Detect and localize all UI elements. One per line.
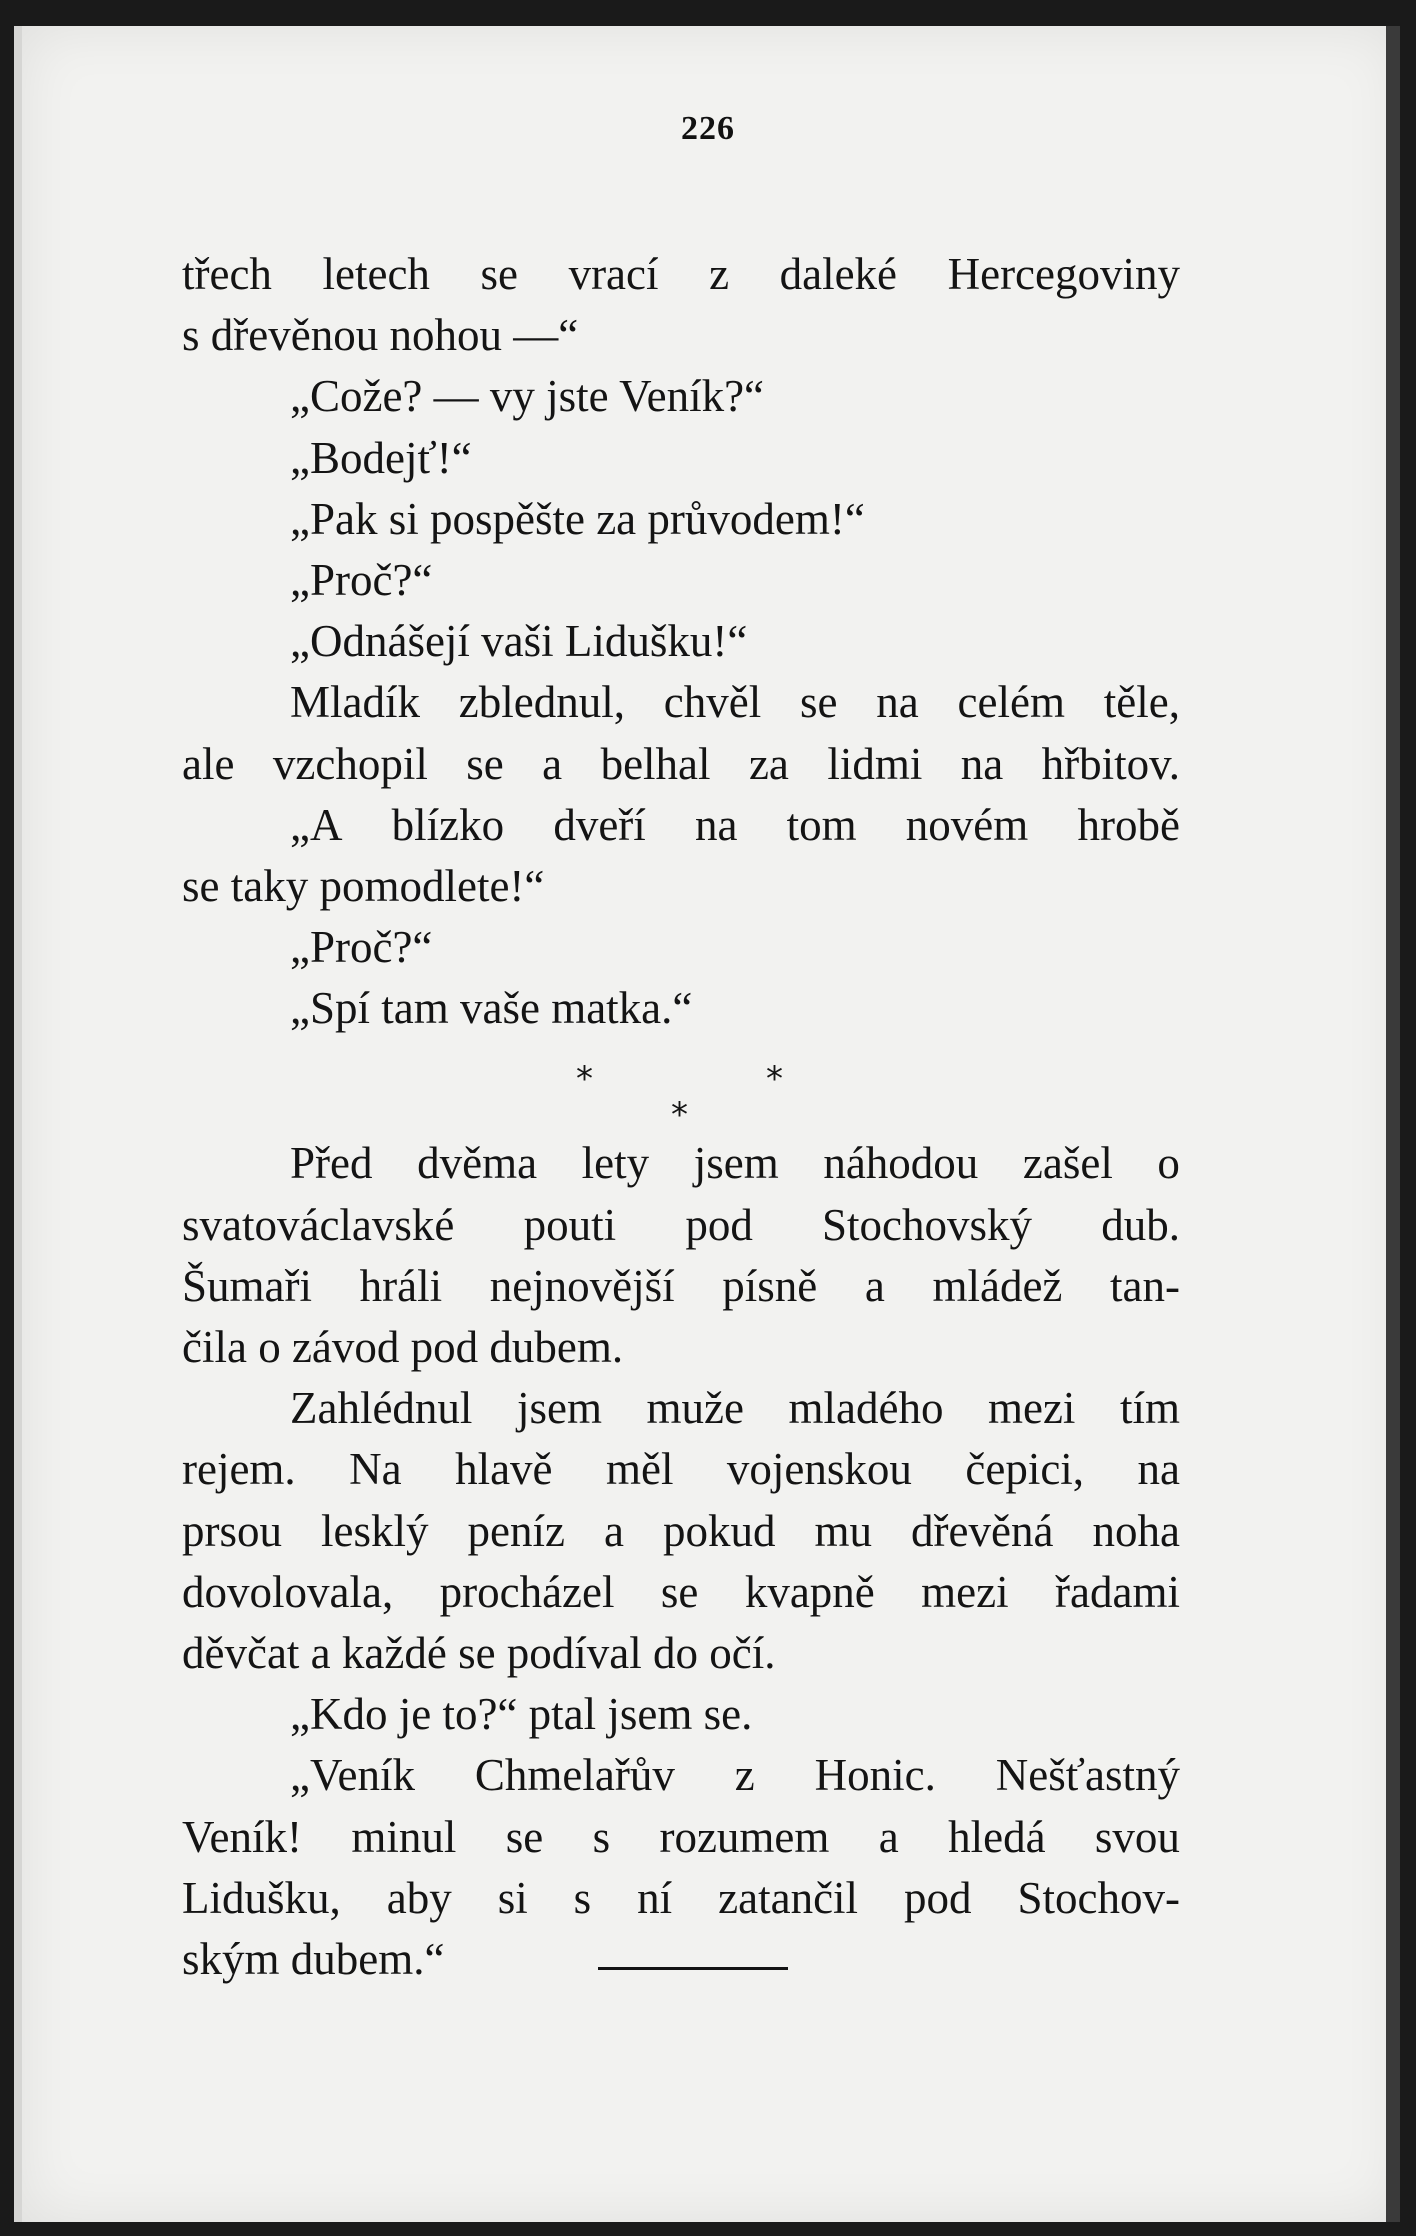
word: rozumem (659, 1811, 830, 1862)
word: Lidušku, (182, 1872, 341, 1923)
word: svatováclavské (182, 1199, 455, 1250)
word: hráli (359, 1260, 443, 1311)
word: hledá (948, 1811, 1046, 1862)
word: a (542, 738, 563, 789)
asterism-star: * (766, 1059, 783, 1100)
word: lesklý (321, 1505, 429, 1556)
word: procházel (439, 1566, 615, 1617)
word: Před (290, 1138, 373, 1189)
word: na (960, 738, 1004, 789)
asterism-star: * (576, 1059, 593, 1100)
word: letech (322, 249, 430, 299)
word: zatančil (718, 1872, 859, 1923)
word: Zahlédnul (290, 1383, 473, 1434)
word: tom (786, 799, 857, 850)
word: vojenskou (726, 1444, 912, 1495)
text-line (182, 795, 1180, 856)
word: z (709, 249, 730, 299)
word: nejnovější (489, 1260, 675, 1311)
word: náhodou (823, 1138, 979, 1189)
word: belhal (600, 738, 711, 789)
word: noha (1092, 1505, 1180, 1556)
word: s (573, 1872, 592, 1923)
word: se (466, 738, 504, 789)
word: s (592, 1811, 611, 1862)
word: a (604, 1505, 624, 1556)
word: daleké (779, 249, 898, 299)
end-rule (598, 1967, 788, 1970)
word: měl (605, 1444, 674, 1495)
text-line: děvčat a každé se podíval do očí. (182, 1627, 776, 1678)
word: na (1137, 1444, 1180, 1495)
text-line: se taky pomodlete!“ (182, 860, 545, 911)
word: blízko (391, 799, 505, 850)
word: lidmi (827, 738, 923, 789)
word: Stochovský (822, 1199, 1033, 1250)
word: pod (904, 1872, 972, 1923)
asterism-star: * (671, 1095, 688, 1136)
word: „Veník (290, 1750, 415, 1801)
word: mu (814, 1505, 873, 1556)
word: hřbitov. (1041, 738, 1180, 789)
text-line: „Bodejť!“ (290, 432, 472, 483)
word: tan- (1110, 1260, 1180, 1311)
text-line (182, 1868, 1180, 1929)
text-line (182, 1807, 1180, 1868)
body-text (182, 244, 1180, 1990)
word: tím (1119, 1383, 1180, 1434)
word: čepici, (965, 1444, 1085, 1495)
text-line (182, 1256, 1180, 1317)
word: dovolovala, (182, 1566, 394, 1617)
word: ní (637, 1872, 673, 1923)
text-line (182, 1745, 1180, 1806)
word: z (734, 1750, 755, 1801)
word: kvapně (744, 1566, 875, 1617)
word: minul (351, 1811, 457, 1862)
word: „A (290, 799, 343, 850)
word: mezi (921, 1566, 1009, 1617)
word: mladého (788, 1383, 944, 1434)
text-line (182, 1439, 1180, 1500)
word: Šumaři (182, 1260, 312, 1311)
text-line: ským dubem.“ (182, 1933, 445, 1984)
word: hrobě (1077, 799, 1180, 850)
word: jsem (516, 1383, 602, 1434)
word: Stochov- (1017, 1872, 1180, 1923)
word: celém (957, 677, 1065, 728)
word: Honic. (814, 1750, 936, 1801)
word: dveří (553, 799, 646, 850)
text-line: s dřevěnou nohou —“ (182, 310, 579, 361)
word: pokud (663, 1505, 776, 1556)
word: ale (182, 738, 235, 789)
word: se (480, 249, 518, 299)
word: a (878, 1811, 899, 1862)
text-line: „Spí tam vaše matka.“ (290, 983, 693, 1034)
word: na (876, 677, 919, 728)
word: dub. (1101, 1199, 1180, 1250)
text-line (182, 672, 1180, 733)
word: hlavě (455, 1444, 553, 1495)
word: zblednul, (458, 677, 625, 728)
word: svou (1094, 1811, 1180, 1862)
word: prsou (182, 1505, 282, 1556)
word: se (660, 1566, 699, 1617)
word: aby (386, 1872, 452, 1923)
text-line (182, 244, 1180, 305)
text-line: „Proč?“ (290, 554, 433, 605)
word: se (800, 677, 838, 728)
word: Mladík (290, 677, 420, 728)
word: na (694, 799, 738, 850)
text-line: čila o závod pod dubem. (182, 1322, 624, 1372)
page-edge (1386, 26, 1400, 2222)
text-line: „Odnášejí vaši Lidušku!“ (290, 616, 748, 667)
word: zašel (1022, 1138, 1113, 1189)
word: peníz (467, 1505, 565, 1556)
text-line: „Kdo je to?“ ptal jsem se. (290, 1689, 753, 1740)
word: lety (581, 1138, 650, 1189)
word: pouti (523, 1199, 617, 1250)
page-number: 226 (681, 110, 735, 147)
word: chvěl (663, 677, 762, 728)
word: a (864, 1260, 885, 1311)
word: Chmelařův (474, 1750, 675, 1801)
word: vzchopil (272, 738, 428, 789)
word: těle, (1103, 677, 1180, 728)
word: mládež (932, 1260, 1063, 1311)
word: řadami (1055, 1566, 1180, 1617)
word: třech (182, 249, 272, 299)
text-line: „Pak si pospěšte za průvodem!“ (290, 493, 865, 544)
word: písně (722, 1260, 818, 1311)
text-line (182, 1378, 1180, 1439)
word: dřevěná (911, 1505, 1054, 1556)
word: za (748, 738, 789, 789)
text-line (182, 1562, 1180, 1623)
word: pod (685, 1199, 753, 1250)
word: se (505, 1811, 544, 1862)
word: si (497, 1872, 528, 1923)
word: rejem. (182, 1444, 296, 1495)
word: novém (905, 799, 1029, 850)
word: Hercegoviny (947, 249, 1180, 299)
word: dvěma (417, 1138, 538, 1189)
word: vrací (568, 249, 659, 299)
word: Na (349, 1444, 402, 1495)
word: o (1157, 1138, 1180, 1189)
text-line (182, 1195, 1180, 1256)
text-line (182, 734, 1180, 795)
word: Nešťastný (995, 1750, 1180, 1801)
text-line: „Proč?“ (290, 922, 433, 973)
word: mezi (987, 1383, 1076, 1434)
text-line (182, 1501, 1180, 1562)
section-asterism (182, 1039, 1180, 1136)
text-line: „Cože? — vy jste Veník?“ (290, 371, 765, 422)
word: muže (646, 1383, 744, 1434)
word: Veník! (182, 1811, 302, 1862)
word: jsem (693, 1138, 779, 1189)
